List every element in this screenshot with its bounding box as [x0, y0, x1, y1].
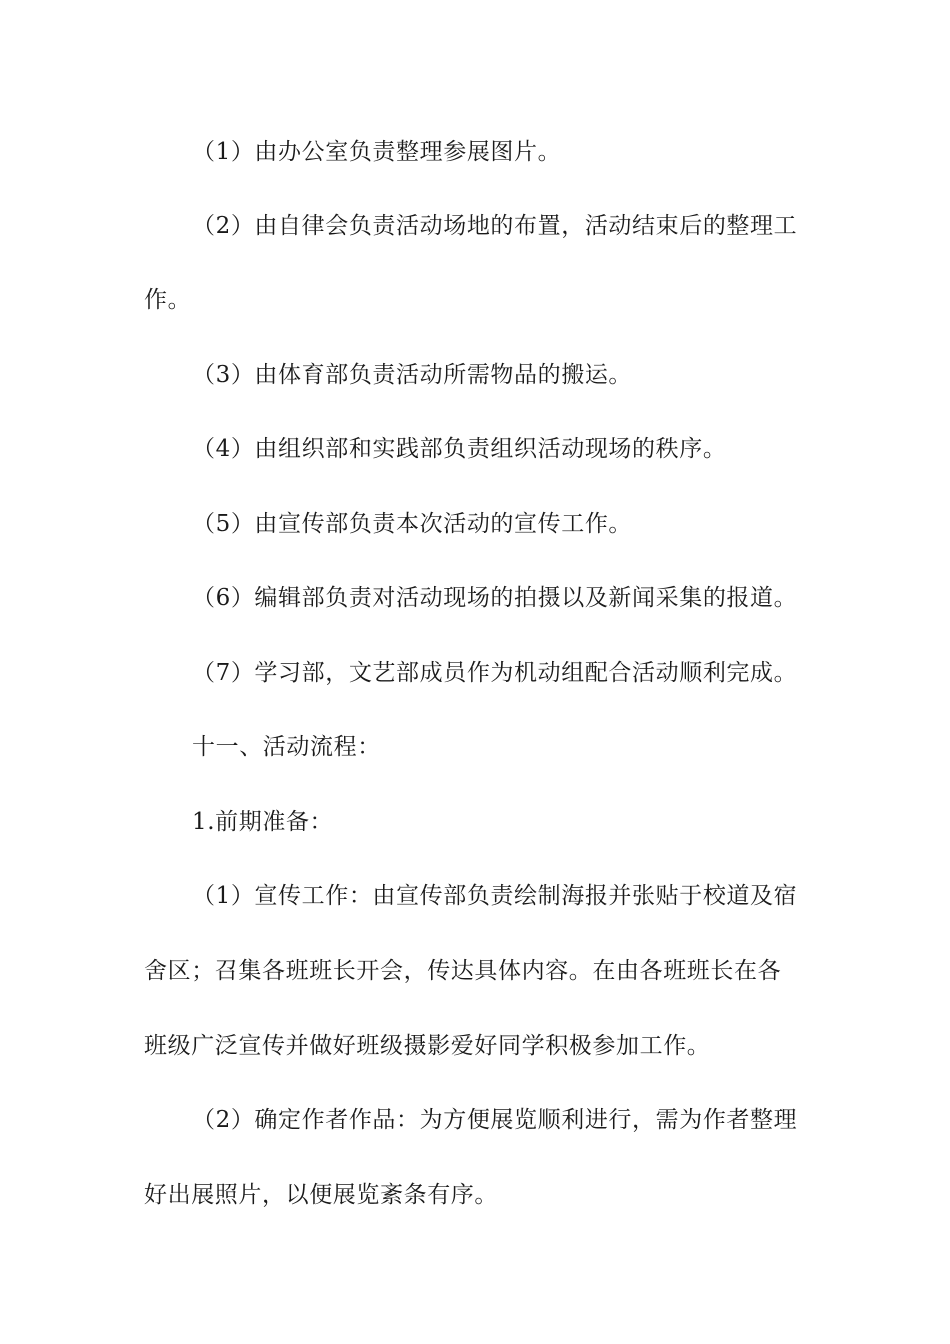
paragraph-line: （4）由组织部和实践部负责组织活动现场的秩序。	[192, 436, 727, 462]
paragraph-line: 作。	[144, 287, 192, 313]
paragraph-line: （1）由办公室负责整理参展图片。	[192, 139, 562, 165]
paragraph-line: 舍区；召集各班班长开会，传达具体内容。在由各班班长在各	[144, 958, 782, 984]
section-heading: 十一、活动流程：	[192, 734, 381, 760]
paragraph-line: （3）由体育部负责活动所需物品的搬运。	[192, 362, 633, 388]
subsection-heading: 1.前期准备：	[192, 809, 334, 835]
paragraph-line: （7）学习部，文艺部成员作为机动组配合活动顺利完成。	[192, 660, 798, 686]
paragraph-line: （2）确定作者作品：为方便展览顺利进行，需为作者整理	[192, 1107, 798, 1133]
paragraph-line: 好出展照片，以便展览紊条有序。	[144, 1182, 498, 1208]
paragraph-line: （2）由自律会负责活动场地的布置，活动结束后的整理工	[192, 213, 798, 239]
paragraph-line: （6）编辑部负责对活动现场的拍摄以及新闻采集的报道。	[192, 585, 798, 611]
paragraph-line: （5）由宣传部负责本次活动的宣传工作。	[192, 511, 633, 537]
paragraph-line: （1）宣传工作：由宣传部负责绘制海报并张贴于校道及宿	[192, 883, 798, 909]
paragraph-line: 班级广泛宣传并做好班级摄影爱好同学积极参加工作。	[144, 1033, 711, 1059]
